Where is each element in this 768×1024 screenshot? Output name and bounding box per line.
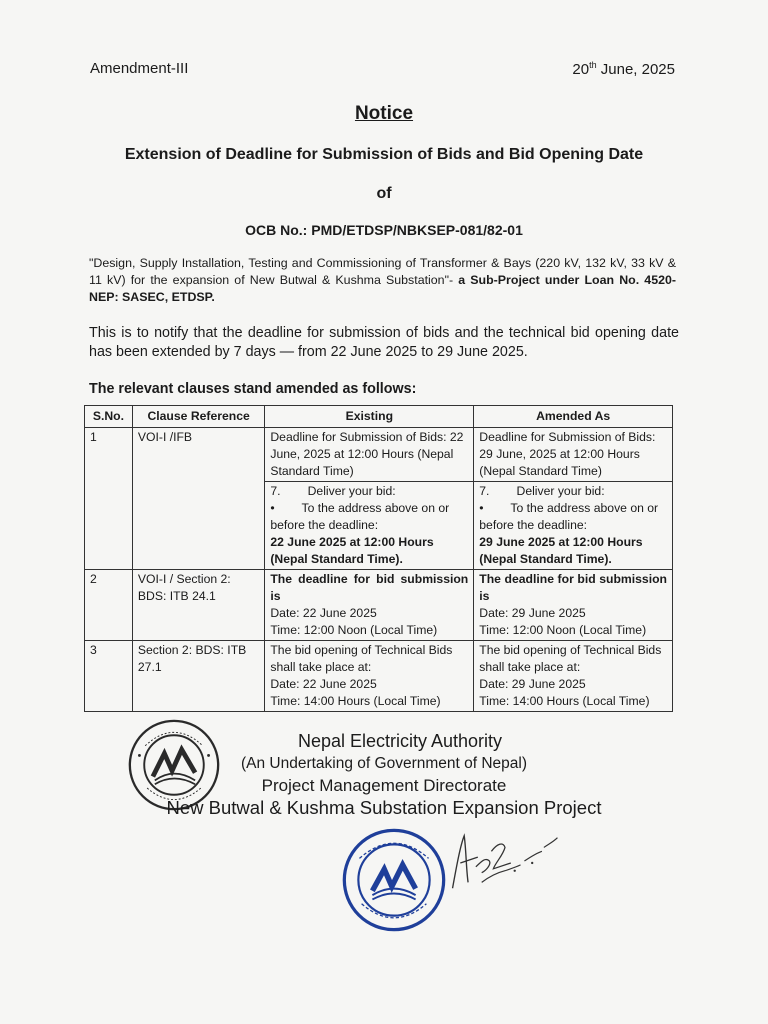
header-existing: Existing [265, 406, 474, 428]
project-description [89, 255, 676, 306]
header-amended: Amended As [474, 406, 673, 428]
row3-sno: 3 [85, 641, 133, 712]
description-bold: a Sub-Project under Loan No. 4520-NEP: SASEC, ETDSP. [89, 273, 677, 304]
row3-existing-time: Time: 14:00 Hours (Local Time) [270, 694, 441, 708]
row3-amended [474, 641, 673, 712]
amendment-label: Amendment-III [90, 60, 189, 77]
date-rest: June, 2025 [596, 61, 675, 78]
row2-existing-date: Date: 22 June 2025 [270, 606, 377, 620]
row2-existing-bold: The deadline for bid submission is [270, 572, 469, 603]
table-row [85, 641, 673, 712]
row1-existing-b [265, 482, 474, 570]
clauses-heading: The relevant clauses stand amended as follows: [89, 381, 417, 397]
description-plain: "Design, Supply Installation, Testing and Commissioning of Transformer & Bays (220 kV, 132 kV, 33 kV & 11 kV) for the expansion of New Butwal & Kushma Substation"- [89, 256, 676, 287]
row3-amended-date: Date: 29 June 2025 [479, 677, 586, 691]
row2-existing-time: Time: 12:00 Noon (Local Time) [270, 623, 438, 637]
date-day: 20 [572, 61, 590, 78]
office-stamp-icon [340, 826, 448, 934]
row1-existing-b-bold: 22 June 2025 at 12:00 Hours (Nepal Standard Time). [270, 535, 434, 566]
row2-existing [265, 570, 474, 641]
ocb-number: OCB No.: PMD/ETDSP/NBKSEP-081/82-01 [245, 222, 523, 238]
row1-existing-b-bullet: • To the address above on or before the deadline: [270, 501, 453, 532]
row1-amended-b-bullet: • To the address above on or before the deadline: [479, 501, 662, 532]
row2-amended-time: Time: 12:00 Noon (Local Time) [479, 623, 647, 637]
row1-amended-b-bold: 29 June 2025 at 12:00 Hours (Nepal Standard Time). [479, 535, 643, 566]
row3-existing [265, 641, 474, 712]
org-sub: (An Undertaking of Government of Nepal) [240, 755, 528, 772]
org-name: Nepal Electricity Authority [297, 731, 503, 751]
notify-paragraph: This is to notify that the deadline for submission of bids and the technical bid opening date has been extended by 7 days — from 22 June 2025 to 29 June 2025. [89, 325, 679, 360]
row3-amended-text: The bid opening of Technical Bids shall take place at: [479, 643, 662, 674]
row1-amended-b-head: 7. Deliver your bid: [479, 484, 605, 498]
notice-subject: Extension of Deadline for Submission of Bids and Bid Opening Date [124, 146, 644, 163]
org-project: New Butwal & Kushma Substation Expansion Project [166, 797, 602, 818]
org-directorate: Project Management Directorate [261, 776, 507, 795]
notice-title: Notice [354, 103, 414, 124]
row3-clause: Section 2: BDS: ITB 27.1 [132, 641, 264, 712]
row1-existing-b-head: 7. Deliver your bid: [270, 484, 396, 498]
row2-amended [474, 570, 673, 641]
row3-amended-time: Time: 14:00 Hours (Local Time) [479, 694, 650, 708]
row1-amended-a: Deadline for Submission of Bids: 29 June, 2025 at 12:00 Hours (Nepal Standard Time) [474, 428, 673, 482]
row2-clause: VOI-I / Section 2: BDS: ITB 24.1 [132, 570, 264, 641]
row2-amended-bold: The deadline for bid submission is [479, 572, 667, 603]
row2-amended-date: Date: 29 June 2025 [479, 606, 586, 620]
row2-sno: 2 [85, 570, 133, 641]
table-header-row [85, 406, 673, 428]
table-row [85, 570, 673, 641]
table-row [85, 428, 673, 482]
row1-existing-a: Deadline for Submission of Bids: 22 June, 2025 at 12:00 Hours (Nepal Standard Time) [265, 428, 474, 482]
signature-icon [445, 828, 565, 896]
header-clause: Clause Reference [132, 406, 264, 428]
of-text: of [376, 185, 392, 202]
date-suffix: th [589, 60, 597, 70]
row3-existing-date: Date: 22 June 2025 [270, 677, 377, 691]
row1-clause: VOI-I /IFB [132, 428, 264, 570]
row1-amended-b [474, 482, 673, 570]
row1-sno: 1 [85, 428, 133, 570]
header-sno: S.No. [85, 406, 133, 428]
notice-date [572, 60, 675, 78]
amendment-table [84, 405, 673, 712]
row3-existing-text: The bid opening of Technical Bids shall take place at: [270, 643, 453, 674]
